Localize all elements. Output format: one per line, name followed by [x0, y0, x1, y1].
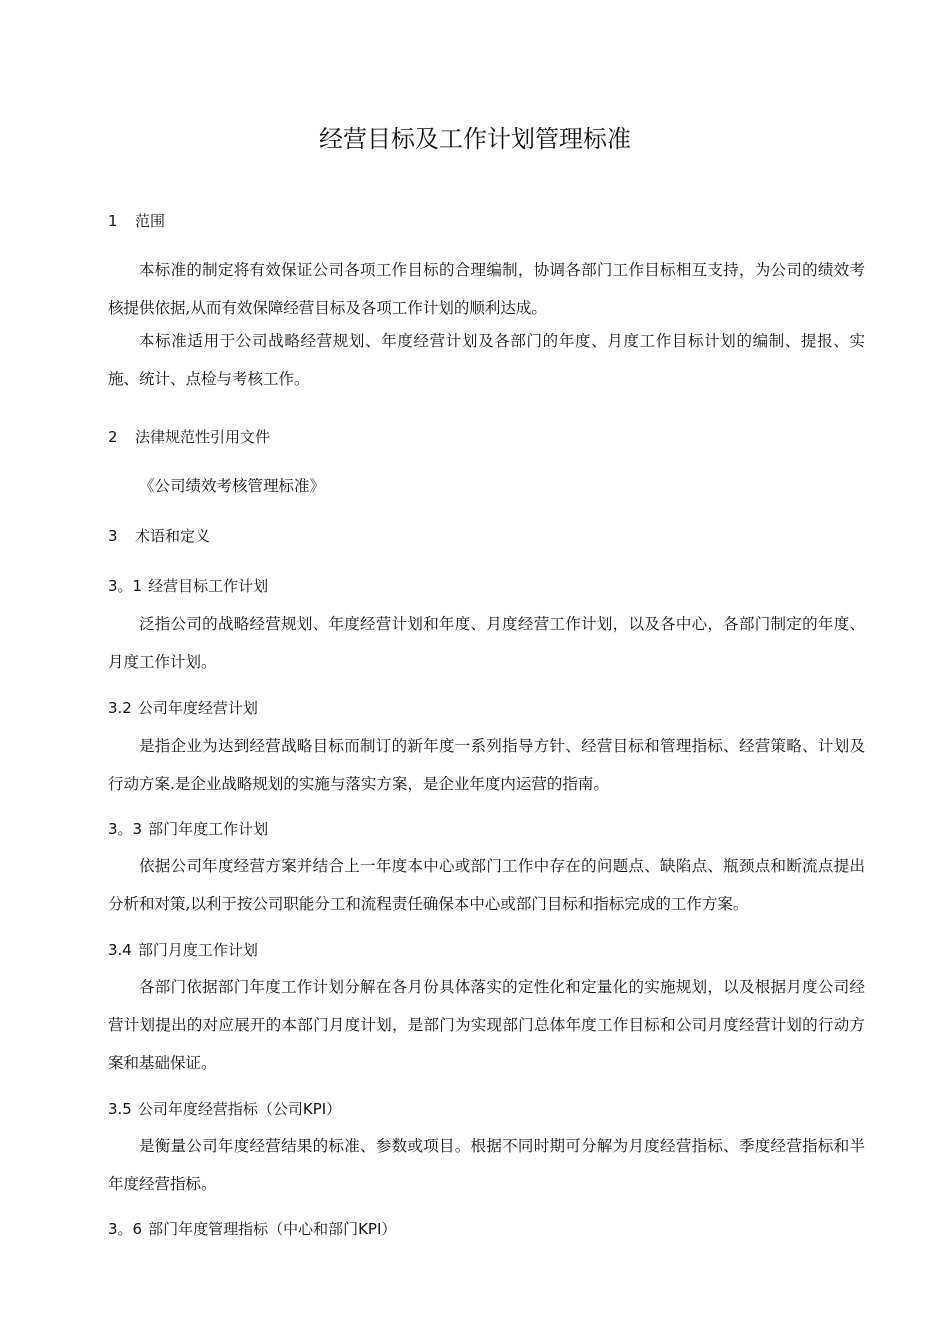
subsection-number: 3.5 [108, 1100, 132, 1118]
subsection-number: 3。1 [108, 577, 143, 595]
section-title: 范围 [135, 212, 166, 230]
subsection-heading-3-3 [108, 818, 268, 840]
paragraph-reference: 《公司绩效考核管理标准》 [139, 477, 326, 495]
paragraph-scope-1: 本标准的制定将有效保证公司各项工作目标的合理编制，协调各部门工作目标相互支持，为公司的绩效考核提供依据,从而有效保障经营目标及各项工作计划的顺利达成。 [108, 261, 865, 317]
section-number: 1 [108, 212, 118, 230]
paragraph-scope-2: 本标准适用于公司战略经营规划、年度经营计划及各部门的年度、月度工作目标计划的编制、提报、实施、统计、点检与考核工作。 [108, 332, 865, 388]
subsection-number: 3。6 [108, 1220, 143, 1238]
paragraph-3-2: 是指企业为达到经营战略目标而制订的新年度一系列指导方针、经营目标和管理指标、经营策略、计划及行动方案.是企业战略规划的实施与落实方案，是企业年度内运营的指南。 [108, 737, 865, 793]
subsection-heading-3-2 [108, 697, 258, 719]
subsection-number: 3。3 [108, 820, 143, 838]
section-heading-1 [108, 210, 165, 232]
section-heading-3 [108, 525, 210, 547]
subsection-title: 部门月度工作计划 [137, 941, 258, 959]
subsection-heading-3-6 [108, 1218, 396, 1240]
section-title: 法律规范性引用文件 [135, 428, 271, 446]
subsection-number: 3.2 [108, 699, 132, 717]
section-number: 3 [108, 527, 118, 545]
paragraph-3-4: 各部门依据部门年度工作计划分解在各月份具体落实的定性化和定量化的实施规划，以及根据月度公司经营计划提出的对应展开的本部门月度计划，是部门为实现部门总体年度工作目标和公司月度经营计划的行动方案和基础保证。 [108, 978, 865, 1072]
section-heading-2 [108, 426, 270, 448]
subsection-title: 部门年度管理指标（中心和部门KPI） [148, 1220, 397, 1238]
subsection-number: 3.4 [108, 941, 132, 959]
subsection-heading-3-4 [108, 939, 258, 961]
document-title: 经营目标及工作计划管理标准 [319, 125, 631, 153]
section-number: 2 [108, 428, 118, 446]
paragraph-3-3: 依据公司年度经营方案并结合上一年度本中心或部门工作中存在的问题点、缺陷点、瓶颈点和断流点提出分析和对策,以利于按公司职能分工和流程责任确保本中心或部门目标和指标完成的工作方案。 [108, 857, 865, 913]
subsection-heading-3-1 [108, 575, 268, 597]
paragraph-3-5: 是衡量公司年度经营结果的标准、参数或项目。根据不同时期可分解为月度经营指标、季度经营指标和半年度经营指标。 [108, 1137, 865, 1193]
subsection-title: 公司年度经营指标（公司KPI） [137, 1100, 342, 1118]
subsection-title: 经营目标工作计划 [148, 577, 269, 595]
section-title: 术语和定义 [135, 527, 211, 545]
subsection-heading-3-5 [108, 1098, 341, 1120]
subsection-title: 公司年度经营计划 [137, 699, 258, 717]
subsection-title: 部门年度工作计划 [148, 820, 269, 838]
paragraph-3-1: 泛指公司的战略经营规划、年度经营计划和年度、月度经营工作计划，以及各中心，各部门制定的年度、月度工作计划。 [108, 615, 865, 671]
